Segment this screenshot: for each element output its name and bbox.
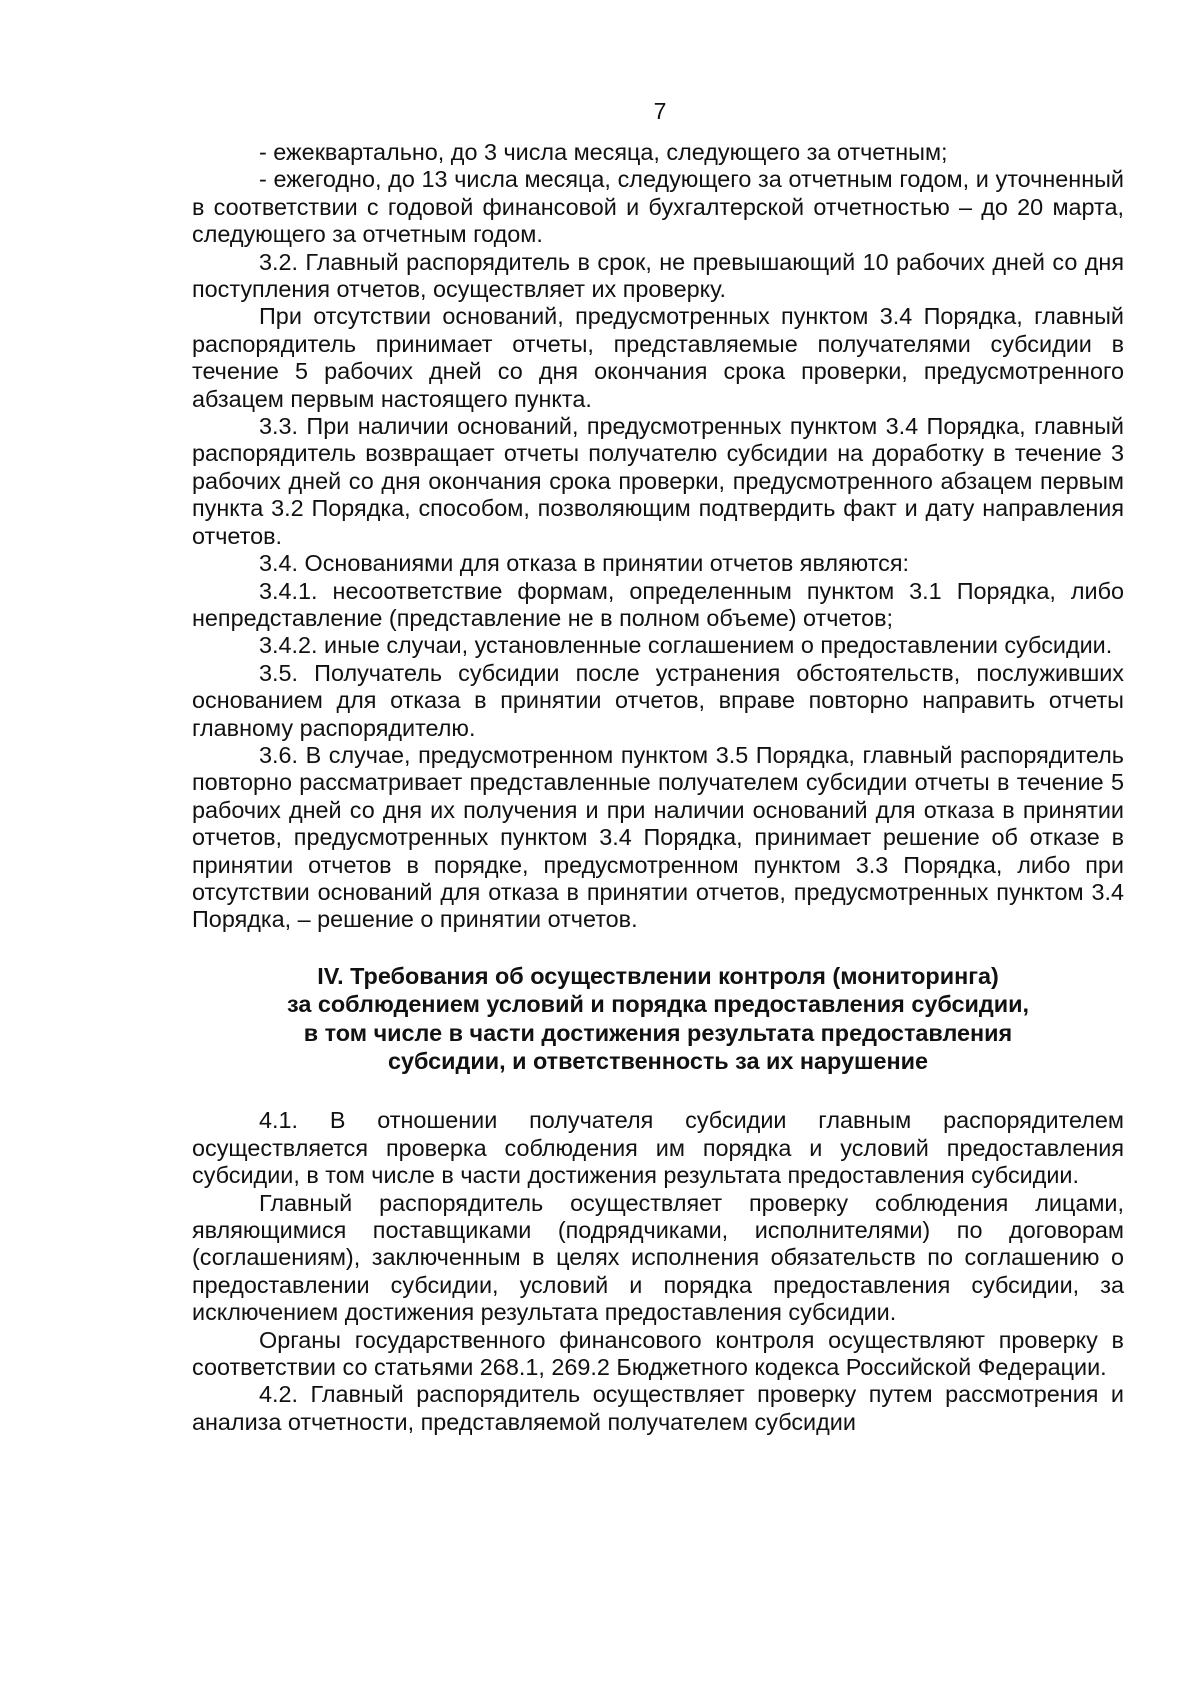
paragraph: 3.2. Главный распорядитель в срок, не превышающий 10 рабочих дней со дня поступления отчетов, осуществляет их проверку.: [192, 248, 1124, 303]
paragraph: - ежеквартально, до 3 числа месяца, следующего за отчетным;: [259, 139, 948, 165]
paragraph: 3.4.1. несоответствие формам, определенным пунктом 3.1 Порядка, либо непредставление (представление не в полном объеме) отчетов;: [192, 577, 1124, 631]
document-body: [192, 139, 1124, 1436]
section-heading-line: IV. Требования об осуществлении контроля (мониторинга): [317, 962, 999, 989]
paragraph: 3.5. Получатель субсидии после устранения обстоятельств, послуживших основанием для отказа в принятии отчетов, вправе повторно направить отчеты главному распорядителю.: [192, 659, 1124, 741]
section-heading-line: в том числе в части достижения результата предоставления: [303, 1019, 1013, 1046]
paragraph: 3.4.2. иные случаи, установленные соглашением о предоставлении субсидии.: [259, 632, 1113, 659]
page-number: 7: [653, 98, 667, 124]
paragraph: 3.4. Основаниями для отказа в принятии отчетов являются:: [259, 550, 910, 577]
paragraph: 3.6. В случае, предусмотренном пунктом 3.5 Порядка, главный распорядитель повторно рассматривает представленные получателем субсидии отчеты в течение 5 рабочих дней со дня их получения и при наличии оснований для отказа в принятии отчетов, предусмотренных пунктом 3.4 Порядка, принимает решение об отказе в принятии отчетов в порядке, предусмотренном пунктом 3.3 Порядка, либо при отсутствии оснований для отказа в принятии отчетов, предусмотренных пунктом 3.4 Порядка, – решение о принятии отчетов.: [192, 741, 1124, 933]
paragraph: Органы государственного финансового контроля осуществляют проверку в соответствии со статьями 268.1, 269.2 Бюджетного кодекса Российской Федерации.: [192, 1326, 1124, 1381]
paragraph: При отсутствии оснований, предусмотренных пунктом 3.4 Порядка, главный распорядитель принимает отчеты, представляемые получателями субсидии в течение 5 рабочих дней со дня окончания срока проверки, предусмотренного абзацем первым настоящего пункта.: [192, 303, 1124, 412]
section-heading: [192, 962, 1124, 1076]
paragraph: Главный распорядитель осуществляет проверку соблюдения лицами, являющимися поставщиками (подрядчиками, исполнителями) по договорам (соглашениям), заключенным в целях исполнения обязательств по соглашению о предоставлении субсидии, условий и порядка предоставления субсидии, за исключением достижения результата предоставления субсидии.: [192, 1189, 1124, 1326]
paragraph: 4.2. Главный распорядитель осуществляет проверку путем рассмотрения и анализа отчетности, представляемой получателем субсидии: [192, 1381, 1124, 1435]
paragraph: - ежегодно, до 13 числа месяца, следующего за отчетным годом, и уточненный в соответствии с годовой финансовой и бухгалтерской отчетностью – до 20 марта, следующего за отчетным годом.: [192, 166, 1124, 248]
section-heading-line: за соблюдением условий и порядка предоставления субсидии,: [287, 991, 1029, 1018]
paragraph: 3.3. При наличии оснований, предусмотренных пунктом 3.4 Порядка, главный распорядитель возвращает отчеты получателю субсидии на доработку в течение 3 рабочих дней со дня окончания срока проверки, предусмотренного абзацем первым пункта 3.2 Порядка, способом, позволяющим подтвердить факт и дату направления отчетов.: [192, 413, 1124, 549]
section-heading-line: субсидии, и ответственность за их нарушение: [387, 1048, 929, 1074]
paragraph: 4.1. В отношении получателя субсидии главным распорядителем осуществляется проверка соблюдения им порядка и условий предоставления субсидии, в том числе в части достижения результата предоставления субсидии.: [192, 1107, 1124, 1189]
